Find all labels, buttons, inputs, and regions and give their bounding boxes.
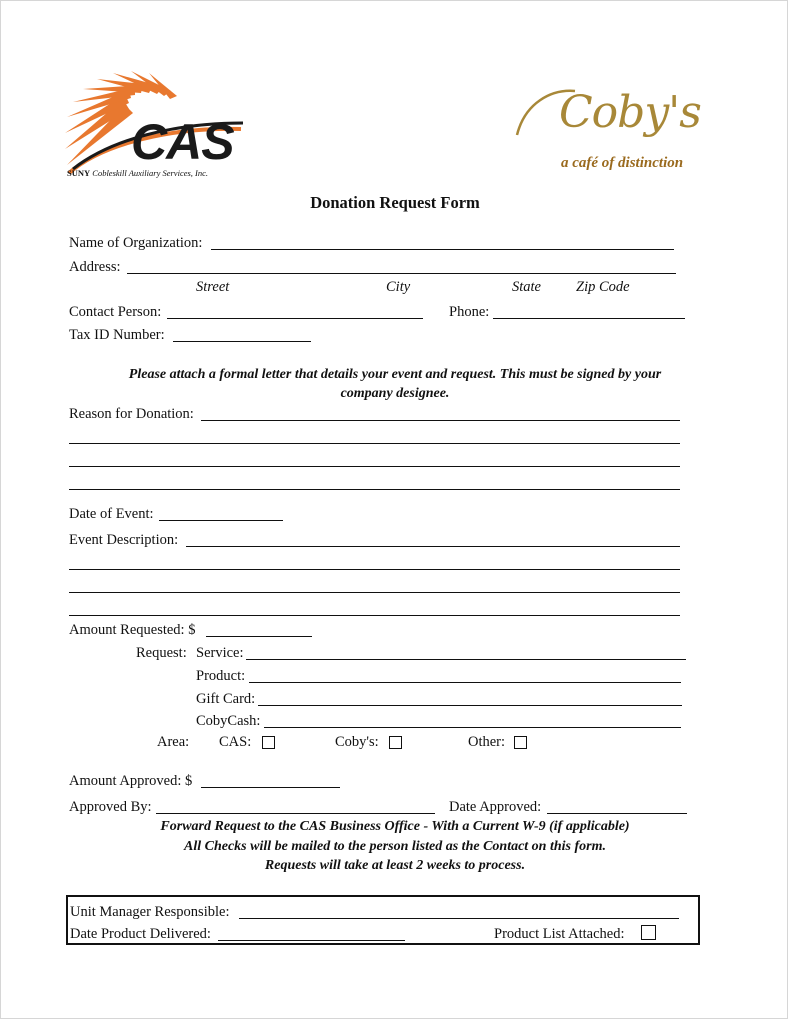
product-field[interactable]: [249, 682, 681, 683]
product-list-label: Product List Attached:: [494, 926, 625, 942]
attach-note-line1: Please attach a formal letter that details your event and request. This must be signed by your: [128, 367, 662, 382]
requests-note: Requests will take at least 2 weeks to process.: [264, 858, 526, 873]
tax-label: Tax ID Number:: [69, 327, 165, 343]
cas-wordmark: CAS: [131, 114, 234, 170]
service-field[interactable]: [246, 659, 686, 660]
event-desc-line-4[interactable]: [69, 615, 680, 616]
amount-approved-label: Amount Approved: $: [69, 773, 193, 789]
checks-note: All Checks will be mailed to the person listed as the Contact on this form.: [184, 839, 606, 854]
amount-requested-field[interactable]: [206, 636, 312, 637]
reason-label: Reason for Donation:: [69, 406, 194, 422]
phone-label: Phone:: [449, 304, 490, 320]
phone-field[interactable]: [493, 318, 685, 319]
product-label: Product:: [196, 668, 246, 684]
area-cas-label: CAS:: [219, 734, 252, 750]
cobys-logo: [511, 81, 711, 181]
event-desc-field[interactable]: [186, 546, 680, 547]
hint-city: City: [386, 279, 411, 295]
cobycash-label: CobyCash:: [196, 713, 261, 729]
cas-subtitle: [67, 168, 208, 178]
tax-field[interactable]: [173, 341, 311, 342]
amount-requested-label: Amount Requested: $: [69, 622, 196, 638]
request-label: Request:: [136, 645, 187, 661]
hint-zip: Zip Code: [576, 279, 630, 295]
delivered-label: Date Product Delivered:: [70, 926, 211, 942]
contact-label: Contact Person:: [69, 304, 162, 320]
area-other-checkbox[interactable]: [514, 736, 527, 749]
area-label: Area:: [157, 734, 190, 750]
area-cobys-label: Coby's:: [335, 734, 379, 750]
area-other-label: Other:: [468, 734, 506, 750]
date-event-label: Date of Event:: [69, 506, 154, 522]
cas-logo: [63, 69, 263, 181]
event-desc-line-2[interactable]: [69, 569, 680, 570]
reason-line-3[interactable]: [69, 466, 680, 467]
event-desc-label: Event Description:: [69, 532, 179, 548]
org-label: Name of Organization:: [69, 235, 203, 251]
cobycash-field[interactable]: [264, 727, 681, 728]
cobys-wordmark: Coby's: [559, 87, 701, 138]
product-list-checkbox[interactable]: [641, 925, 656, 940]
page-title: Donation Request Form: [310, 193, 480, 212]
giftcard-field[interactable]: [258, 705, 682, 706]
delivered-field[interactable]: [218, 940, 405, 941]
cas-subtitle-suny: SUNY: [67, 168, 91, 178]
manager-label: Unit Manager Responsible:: [70, 904, 230, 920]
org-field[interactable]: [211, 249, 674, 250]
reason-line-4[interactable]: [69, 489, 680, 490]
approved-by-field[interactable]: [156, 813, 435, 814]
area-cas-checkbox[interactable]: [262, 736, 275, 749]
reason-line-2[interactable]: [69, 443, 680, 444]
area-cobys-checkbox[interactable]: [389, 736, 402, 749]
giftcard-label: Gift Card:: [196, 691, 256, 707]
hint-street: Street: [196, 279, 230, 295]
amount-approved-field[interactable]: [201, 787, 340, 788]
cas-subtitle-name: Cobleskill Auxiliary Services, Inc.: [92, 168, 209, 178]
attach-note-line2: company designee.: [340, 386, 450, 401]
date-event-field[interactable]: [159, 520, 283, 521]
event-desc-line-3[interactable]: [69, 592, 680, 593]
cobys-tagline: a café of distinction: [561, 155, 684, 171]
contact-field[interactable]: [167, 318, 423, 319]
address-label: Address:: [69, 259, 121, 275]
service-label: Service:: [196, 645, 244, 661]
date-approved-label: Date Approved:: [449, 799, 542, 815]
date-approved-field[interactable]: [547, 813, 687, 814]
forward-note: Forward Request to the CAS Business Office - With a Current W-9 (if applicable): [160, 819, 630, 834]
reason-field[interactable]: [201, 420, 680, 421]
address-field[interactable]: [127, 273, 676, 274]
approved-by-label: Approved By:: [69, 799, 152, 815]
manager-field[interactable]: [239, 918, 679, 919]
hint-state: State: [512, 279, 541, 295]
